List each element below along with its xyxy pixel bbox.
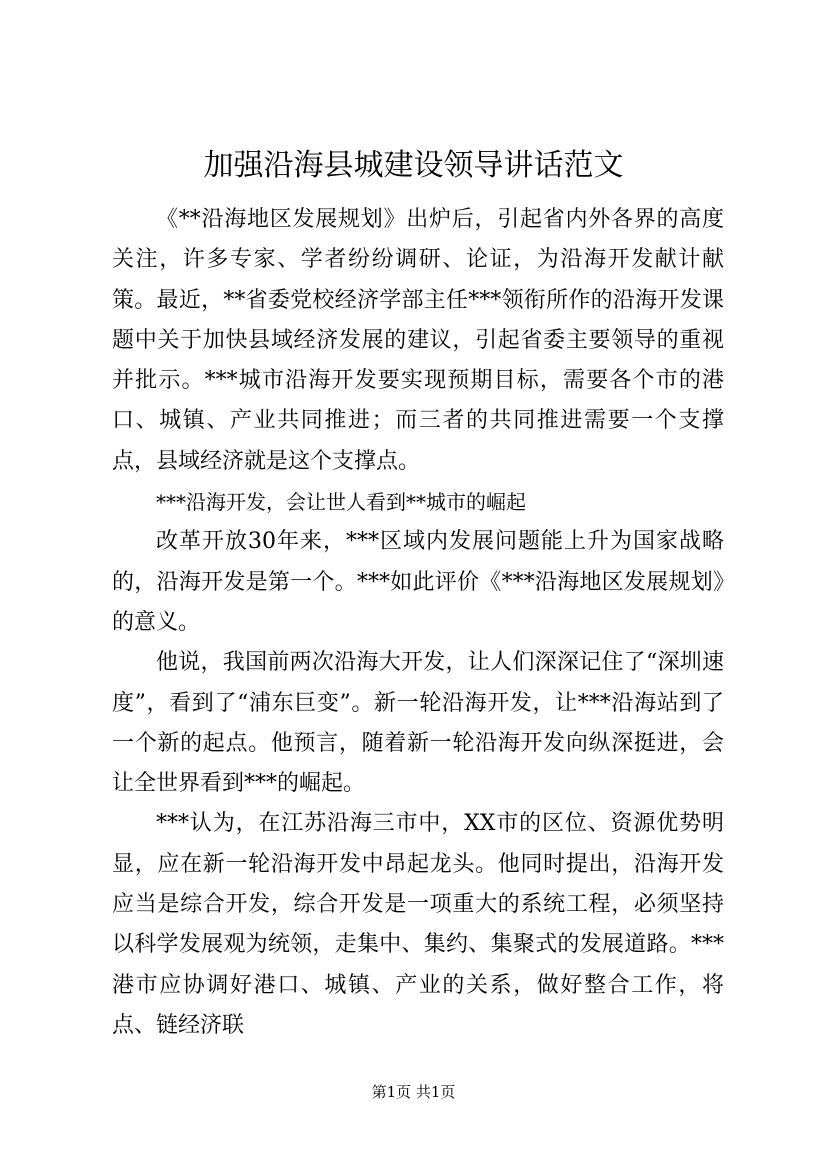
paragraph-reform: 改革开放30年来，***区域内发展问题能上升为国家战略的，沿海开发是第一个。***如此评价《***沿海地区发展规划》的意义。: [112, 529, 724, 635]
paragraph-intro: 《**沿海地区发展规划》出炉后，引起省内外各界的高度关注，许多专家、学者纷纷调研、论证，为沿海开发献计献策。最近，**省委党校经济学部主任***领衔所作的沿海开发课题中关于加快县域经济发展的建议，引起省委主要领导的重视并批示。***城市沿海开发要实现预期目标，需要各个市的港口、城镇、产业共同推进；而三者的共同推进需要一个支撑点，县域经济就是这个支撑点。: [112, 207, 724, 474]
document-title: 加强沿海县城建设领导讲话范文: [203, 148, 624, 183]
page-footer: 第1页 共1页: [371, 1083, 456, 1101]
section-heading: ***沿海开发，会让世人看到**城市的崛起: [156, 490, 526, 515]
paragraph-opinion: ***认为，在江苏沿海三市中，XX市的区位、资源优势明显，应在新一轮沿海开发中昂起龙头。他同时提出，沿海开发应当是综合开发，综合开发是一项重大的系统工程，必须坚持以科学发展观为统领，走集中、集约、集聚式的发展道路。***港市应协调好港口、城镇、产业的关系，做好整合工作，将点、链经济联: [112, 811, 724, 1038]
paragraph-speech: 他说，我国前两次沿海大开发，让人们深深记住了“深圳速度”，看到了“浦东巨变”。新一轮沿海开发，让***沿海站到了一个新的起点。他预言，随着新一轮沿海开发向纵深挺进，会让全世界看到***的崛起。: [112, 650, 724, 797]
document-body: [112, 200, 724, 1046]
